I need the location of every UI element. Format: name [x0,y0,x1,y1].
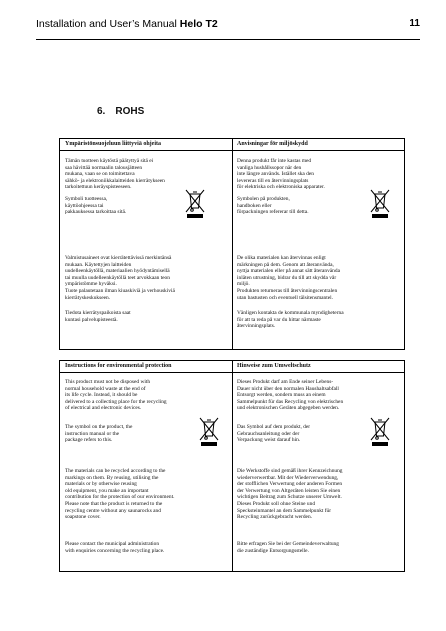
section-heading [97,106,144,117]
german-heading: Hinweise zum Umweltschutz [237,363,311,369]
section-number: 6. [97,106,106,117]
german-column [232,361,404,571]
swedish-column [232,139,404,349]
finnish-heading: Ympäristönsuojeluun liittyviä ohjeita [65,141,162,147]
english-paragraph-4: Please contact the municipal administration with enquiries concerning the recycling place. [65,541,165,554]
section-title: ROHS [115,106,145,117]
manual-title-product: Helo T2 [179,18,218,30]
swedish-paragraph-1: Denna produkt får inte kastas med vanliga hushållssopor när den inte längre används. Istället ska den levereras till en återvinningsplats för elektriska och elektroniska apparater. [237,158,325,191]
page-header [36,18,420,34]
crossed-out-wheelie-bin-icon [369,189,391,219]
crossed-out-wheelie-bin-icon [369,417,391,447]
rohs-box-top [59,138,405,350]
german-paragraph-4: Bitte erfragen Sie bei der Gemeindeverwaltung die zuständige Entsorgungsstelle. [237,541,339,554]
finnish-paragraph-4: Tiedota kierrätyspaikoista saat kuntasi palvelupisteestä. [65,310,131,323]
german-paragraph-1: Dieses Produkt darf am Ende seiner Lebens- Dauer nicht über den normalen Haushaltsabfall Entsorgt werden, sondern muss an einem Sammelpunkt für das Recycling von elektrischen und elektronischen Geräten abgegeben werden. [237,379,344,412]
english-column [60,361,232,571]
finnish-column [60,139,232,349]
header-rule [36,39,420,40]
manual-title-regular: Installation and User’s Manual [36,18,180,30]
english-paragraph-1: This product must not be disposed with normal household waste at the end of its life cycle. Instead, it should be delivered to a collecting place for the recycling of electrical and electronic devices. [65,379,167,412]
manual-title [36,18,218,30]
finnish-paragraph-1: Tämän tuotteen käytöstä päätyttyä sitä ei saa hävittää normaalin talousjätteen mukana, vaan se on toimitettava sähkö- ja elektroniikkalaitteiden kierrätykseen tarkoitettuun keräyspisteeseen. [65,158,165,191]
crossed-out-wheelie-bin-icon [184,189,206,219]
crossed-out-wheelie-bin-icon [198,417,220,447]
german-paragraph-2: Das Symbol auf dem produkt, der Gebrauchsanleitung oder der Verpackung weist darauf hin. [237,424,311,444]
page-number: 11 [409,18,420,29]
german-paragraph-3: Die Werkstoffe sind gemäß ihrer Kennzeichnung wiederverwertbar. Mit der Wiederverwendung, der stofflichen Verwertung oder anderen Formen der Verwertung von Altgeräten leisten Sie einen wichtigen Beitrag zum Schutze unserer Umwelt. Dieses Produkt soll ohne Steine und Specksteinmantel an dem Sammelpunkt für Recycling zurückgebracht werden. [237,468,343,521]
swedish-paragraph-3: De olika materialen kan återvinnas enligt märkningen på dem. Genom att återanvända, nyttja materialen eller på annat sätt återanvända inläten utrustning, bidrar du till att skydda vår miljö. Produkten returneras till återvinningscentralen utan bastusten och eventuell tälsitensmantel. [237,255,340,301]
swedish-paragraph-2: Symbolen på produkten, handboken eller förpackningen refererar till detta. [237,196,309,216]
english-paragraph-2: The symbol on the product, the instruction manual or the package refers to this. [65,424,133,444]
english-paragraph-3: The materials can be recycled according to the markings on them. By reusing, utilising the materials or by otherwise reusing old equipment, you make an important contribution for the protection of our environment. Please note that the product is returned to the recycling centre without any saunarocks and soapstone cover. [65,468,175,521]
swedish-heading: Anvisningar för miljöskydd [237,141,308,147]
rohs-box-bottom [59,360,405,572]
finnish-paragraph-3: Valmistusaineet ovat kierrätettävissä merkintänsä mukaan. Käytettyjen laitteiden uudelleenkäytöllä, materiaalien hyödyntämisellä tai muulla uudelleenkäytöllä teet arvokkaan teon ympäristömme hyväksi. Tuote palautetaan ilman kiuaskiviä ja verhouskiviä kierrätyskeskukseen. [65,255,175,301]
english-heading: Instructions for environmental protection [65,363,172,369]
swedish-paragraph-4: Vänligen kontakta de kommunala myndigheterna för att ta reda på var du hittar närmaste återvinningsplats. [237,310,344,330]
finnish-paragraph-2: Symboli tuotteessa, käyttöohjeessa tai pakkauksessa tarkoittaa sitä. [65,196,127,216]
